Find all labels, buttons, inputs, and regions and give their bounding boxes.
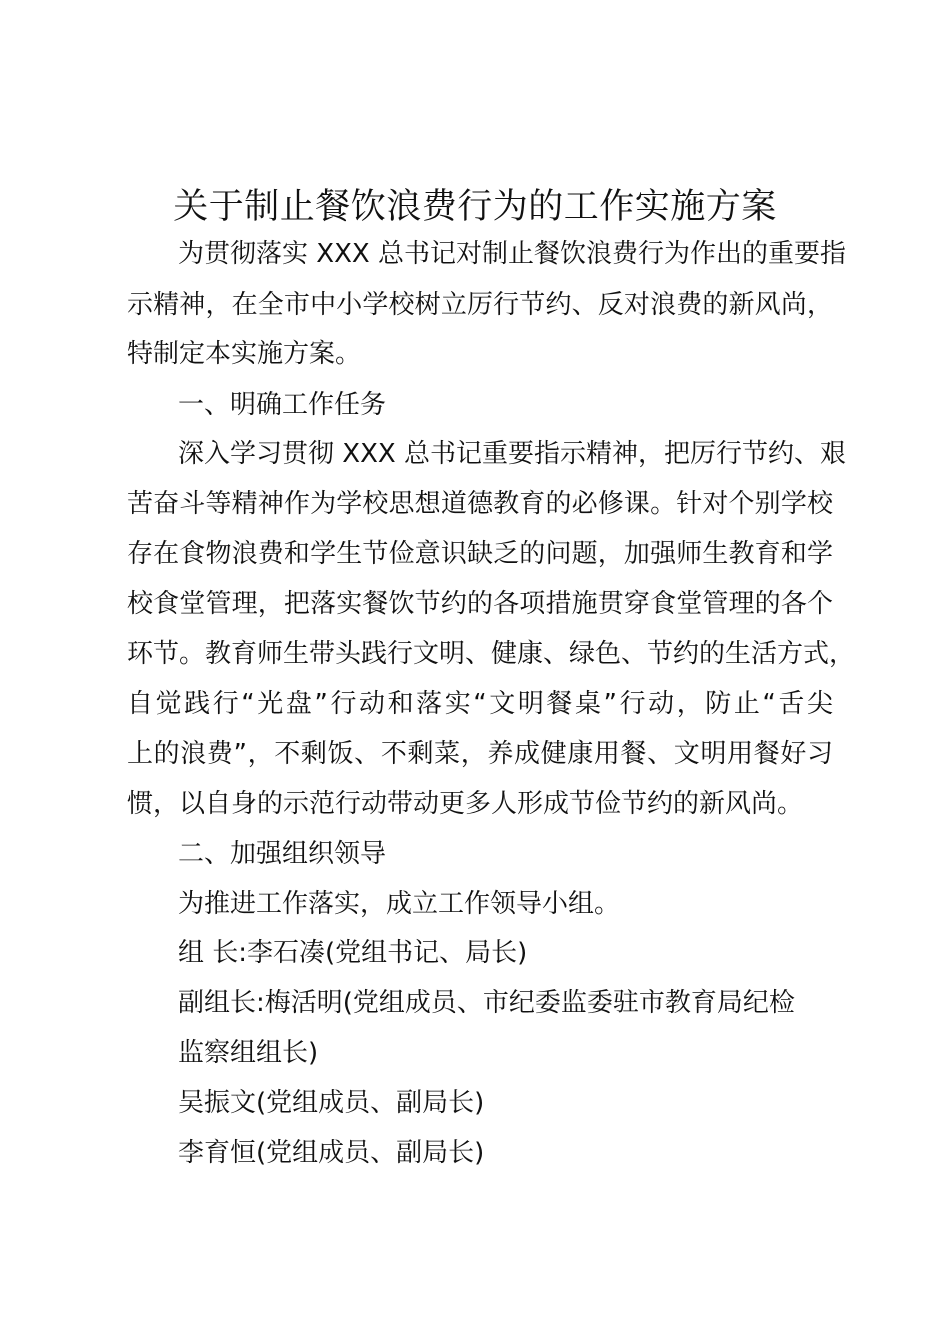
section1-line-5: 环节。教育师生带头践行文明、健康、绿色、节约的生活方式，	[127, 639, 856, 669]
intro-line-1: 为贯彻落实 XXX 总书记对制止餐饮浪费行为作出的重要指	[178, 239, 846, 269]
section1-line-2: 苦奋斗等精神作为学校思想道德教育的必修课。针对个别学校	[127, 489, 833, 519]
section1-line-4: 校食堂管理，把落实餐饮节约的各项措施贯穿食堂管理的各个	[127, 589, 833, 619]
intro-line-3: 特制定本实施方案。	[127, 339, 362, 369]
member-line-4: 吴振文(党组成员、副局长)	[178, 1088, 485, 1118]
section1-line-3: 存在食物浪费和学生节俭意识缺乏的问题，加强师生教育和学	[127, 539, 833, 569]
member-line-2: 副组长:梅活明(党组成员、市纪委监委驻市教育局纪检	[178, 988, 795, 1018]
section2-intro: 为推进工作落实，成立工作领导小组。	[178, 889, 621, 919]
document-title: 关于制止餐饮浪费行为的工作实施方案	[173, 187, 777, 227]
section1-line-6: 自觉践行“光盘”行动和落实“文明餐桌”行动，防止“舌尖	[127, 689, 833, 719]
section1-line-1: 深入学习贯彻 XXX 总书记重要指示精神，把厉行节约、艰	[178, 439, 846, 469]
intro-line-2: 示精神，在全市中小学校树立厉行节约、反对浪费的新风尚，	[127, 290, 833, 320]
section1-line-8: 惯，以自身的示范行动带动更多人形成节俭节约的新风尚。	[127, 789, 804, 819]
member-line-3: 监察组组长)	[178, 1038, 319, 1068]
section1-line-7: 上的浪费”，不剩饭、不剩菜，养成健康用餐、文明用餐好习	[127, 739, 833, 769]
section2-heading: 二、加强组织领导	[178, 839, 387, 869]
member-line-1: 组 长:李石凑(党组书记、局长)	[178, 938, 528, 968]
member-line-5: 李育恒(党组成员、副局长)	[178, 1138, 485, 1168]
section1-heading: 一、明确工作任务	[178, 390, 387, 420]
